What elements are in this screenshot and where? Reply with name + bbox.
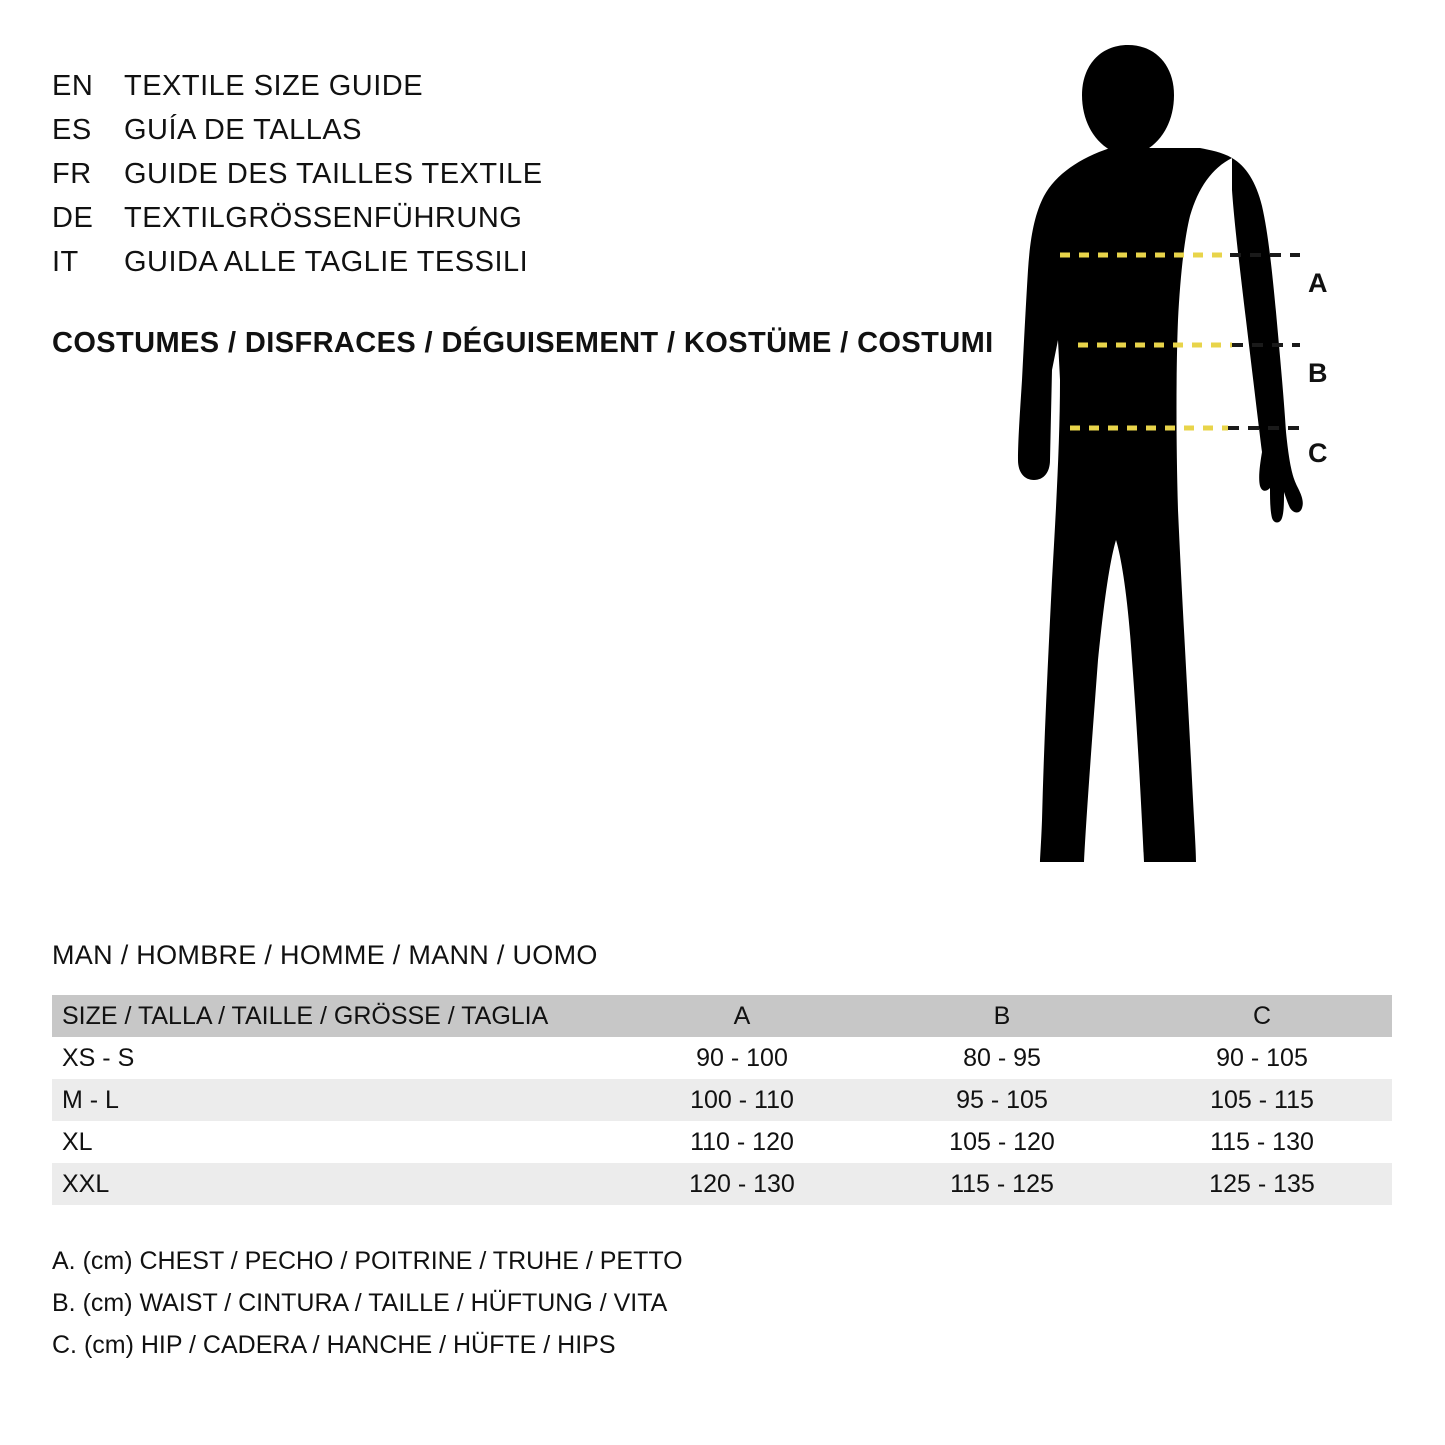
column-header-b: B <box>993 1001 1011 1030</box>
table-header-row <box>52 995 1392 1037</box>
category-title: COSTUMES / DISFRACES / DÉGUISEMENT / KOSTÜME / COSTUMI <box>52 327 994 359</box>
cell-b: 105 - 120 <box>949 1127 1055 1156</box>
language-row-es <box>52 114 952 158</box>
cell-a: 110 - 120 <box>690 1127 794 1156</box>
column-header-c: C <box>1252 1001 1272 1030</box>
size-table <box>52 995 1392 1205</box>
cell-a: 90 - 100 <box>696 1043 788 1072</box>
language-row-en <box>52 70 952 114</box>
language-text-de: TEXTILGRÖSSENFÜHRUNG <box>124 202 523 234</box>
language-text-es: GUÍA DE TALLAS <box>124 114 363 146</box>
language-code-de: DE <box>52 202 94 234</box>
table-row <box>52 1121 1392 1163</box>
cell-c: 90 - 105 <box>1216 1043 1308 1072</box>
column-header-size: SIZE / TALLA / TAILLE / GRÖSSE / TAGLIA <box>62 1001 549 1030</box>
cell-size: XL <box>62 1127 93 1156</box>
cell-size: XXL <box>62 1169 110 1198</box>
measure-label-b: B <box>1308 358 1328 388</box>
language-row-de <box>52 202 952 246</box>
language-text-it: GUIDA ALLE TAGLIE TESSILI <box>124 246 529 278</box>
table-group-title: MAN / HOMBRE / HOMME / MANN / UOMO <box>52 940 598 970</box>
measure-label-c: C <box>1308 438 1328 468</box>
cell-a: 120 - 130 <box>689 1169 795 1198</box>
language-text-en: TEXTILE SIZE GUIDE <box>124 70 424 102</box>
column-header-a: A <box>733 1001 751 1030</box>
cell-b: 115 - 125 <box>950 1169 1054 1198</box>
legend-row-c: C. (cm) HIP / CADERA / HANCHE / HÜFTE / HIPS <box>52 1331 616 1359</box>
language-row-fr <box>52 158 952 202</box>
cell-size: M - L <box>62 1085 119 1114</box>
cell-b: 80 - 95 <box>963 1043 1041 1072</box>
table-row <box>52 1037 1392 1079</box>
cell-c: 105 - 115 <box>1210 1085 1314 1114</box>
cell-a: 100 - 110 <box>690 1085 794 1114</box>
table-row <box>52 1163 1392 1205</box>
cell-c: 115 - 130 <box>1210 1127 1314 1156</box>
cell-b: 95 - 105 <box>956 1085 1048 1114</box>
language-text-fr: GUIDE DES TAILLES TEXTILE <box>124 158 543 190</box>
table-row <box>52 1079 1392 1121</box>
language-list <box>52 70 952 290</box>
measurement-legend <box>52 1240 683 1366</box>
legend-row-b: B. (cm) WAIST / CINTURA / TAILLE / HÜFTUNG / VITA <box>52 1289 668 1317</box>
legend-row-a: A. (cm) CHEST / PECHO / POITRINE / TRUHE / PETTO <box>52 1247 683 1275</box>
language-code-en: EN <box>52 70 94 102</box>
cell-size: XS - S <box>62 1043 135 1072</box>
language-code-fr: FR <box>52 158 92 190</box>
body-figure <box>960 40 1380 890</box>
language-code-it: IT <box>52 246 79 278</box>
cell-c: 125 - 135 <box>1209 1169 1315 1198</box>
measure-label-a: A <box>1308 268 1328 298</box>
language-row-it <box>52 246 952 290</box>
language-code-es: ES <box>52 114 92 146</box>
